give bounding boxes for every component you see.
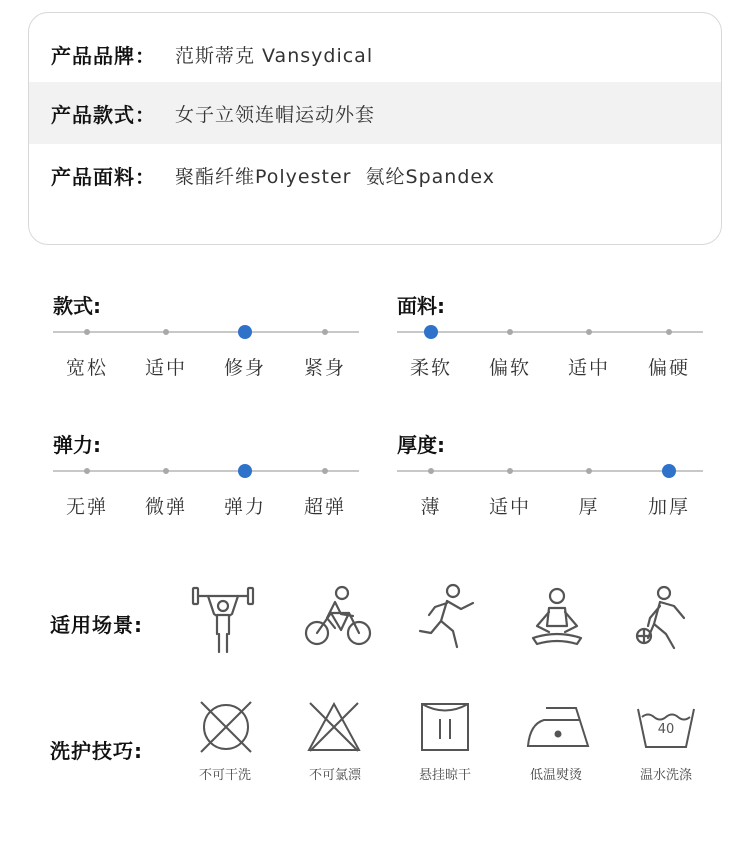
style-key: 产品款式： [51,102,156,127]
style-scale-track [53,331,359,333]
brand-value: 范斯蒂克 Vansydical [175,44,374,67]
fabric-tick [586,329,592,335]
fabric-tick [666,329,672,335]
style-selected-marker [238,325,252,339]
thickness-tick [586,468,592,474]
fabric-row [29,144,721,206]
no-dry-clean-icon [198,699,254,755]
basketball-icon [634,584,692,652]
thickness-selected-marker [662,464,676,478]
style-value: 女子立领连帽运动外套 [175,103,376,126]
warm-wash-label: 温水洗涤 [639,768,692,783]
elasticity-scale [53,429,359,539]
elasticity-option-label: 无弹 [65,496,108,518]
elasticity-scale-track [53,470,359,472]
elasticity-tick [84,468,90,474]
yoga-icon [529,586,585,648]
wash-temperature: 40 [657,722,675,737]
hang-dry-label: 悬挂晾干 [418,768,471,783]
fabric-scale-title: 面料: [397,294,445,318]
scenes-title: 适用场景: [50,613,143,637]
no-bleach-icon [306,700,362,754]
fabric-value: 聚酯纤维Polyester 氨纶Spandex [175,165,496,188]
style-tick [322,329,328,335]
elasticity-option-label: 超弹 [303,496,346,518]
thickness-option-label: 适中 [488,496,531,518]
thickness-option-label: 厚 [578,496,600,518]
fabric-option-label: 适中 [567,357,610,379]
fabric-scale [397,290,703,400]
fabric-tick [507,329,513,335]
brand-key: 产品品牌： [51,43,156,68]
elasticity-tick [322,468,328,474]
style-tick [163,329,169,335]
fabric-scale-track [397,331,703,333]
thickness-scale-track [397,470,703,472]
style-row [29,82,721,144]
fabric-option-label: 偏软 [488,357,531,379]
brand-row [29,23,721,85]
hang-dry-icon [419,701,471,753]
style-scale-title: 款式: [53,294,101,318]
elasticity-scale-title: 弹力: [53,433,101,457]
style-option-label: 宽松 [65,357,108,379]
no-dry-clean-label: 不可干洗 [198,768,251,783]
elasticity-tick [163,468,169,474]
running-icon [417,583,479,651]
cycling-icon [303,584,373,648]
elasticity-option-label: 弹力 [223,496,266,518]
fabric-option-label: 偏硬 [647,357,690,379]
product-info-card [28,12,722,245]
weightlifting-icon [190,584,256,656]
style-option-label: 紧身 [303,357,346,379]
low-iron-icon [526,704,590,750]
thickness-tick [428,468,434,474]
low-iron-label: 低温熨烫 [529,768,582,783]
no-bleach-label: 不可氯漂 [308,768,361,783]
thickness-option-label: 加厚 [647,496,690,518]
thickness-option-label: 薄 [420,496,442,518]
style-option-label: 修身 [223,357,266,379]
thickness-tick [507,468,513,474]
thickness-scale [397,429,703,539]
fabric-selected-marker [424,325,438,339]
fabric-option-label: 柔软 [409,357,452,379]
style-tick [84,329,90,335]
care-title: 洗护技巧: [50,739,143,763]
thickness-scale-title: 厚度: [397,433,445,457]
warm-wash-icon [636,705,696,751]
elasticity-option-label: 微弹 [144,496,187,518]
elasticity-selected-marker [238,464,252,478]
fabric-key: 产品面料： [51,164,156,189]
style-option-label: 适中 [144,357,187,379]
style-scale [53,290,359,400]
